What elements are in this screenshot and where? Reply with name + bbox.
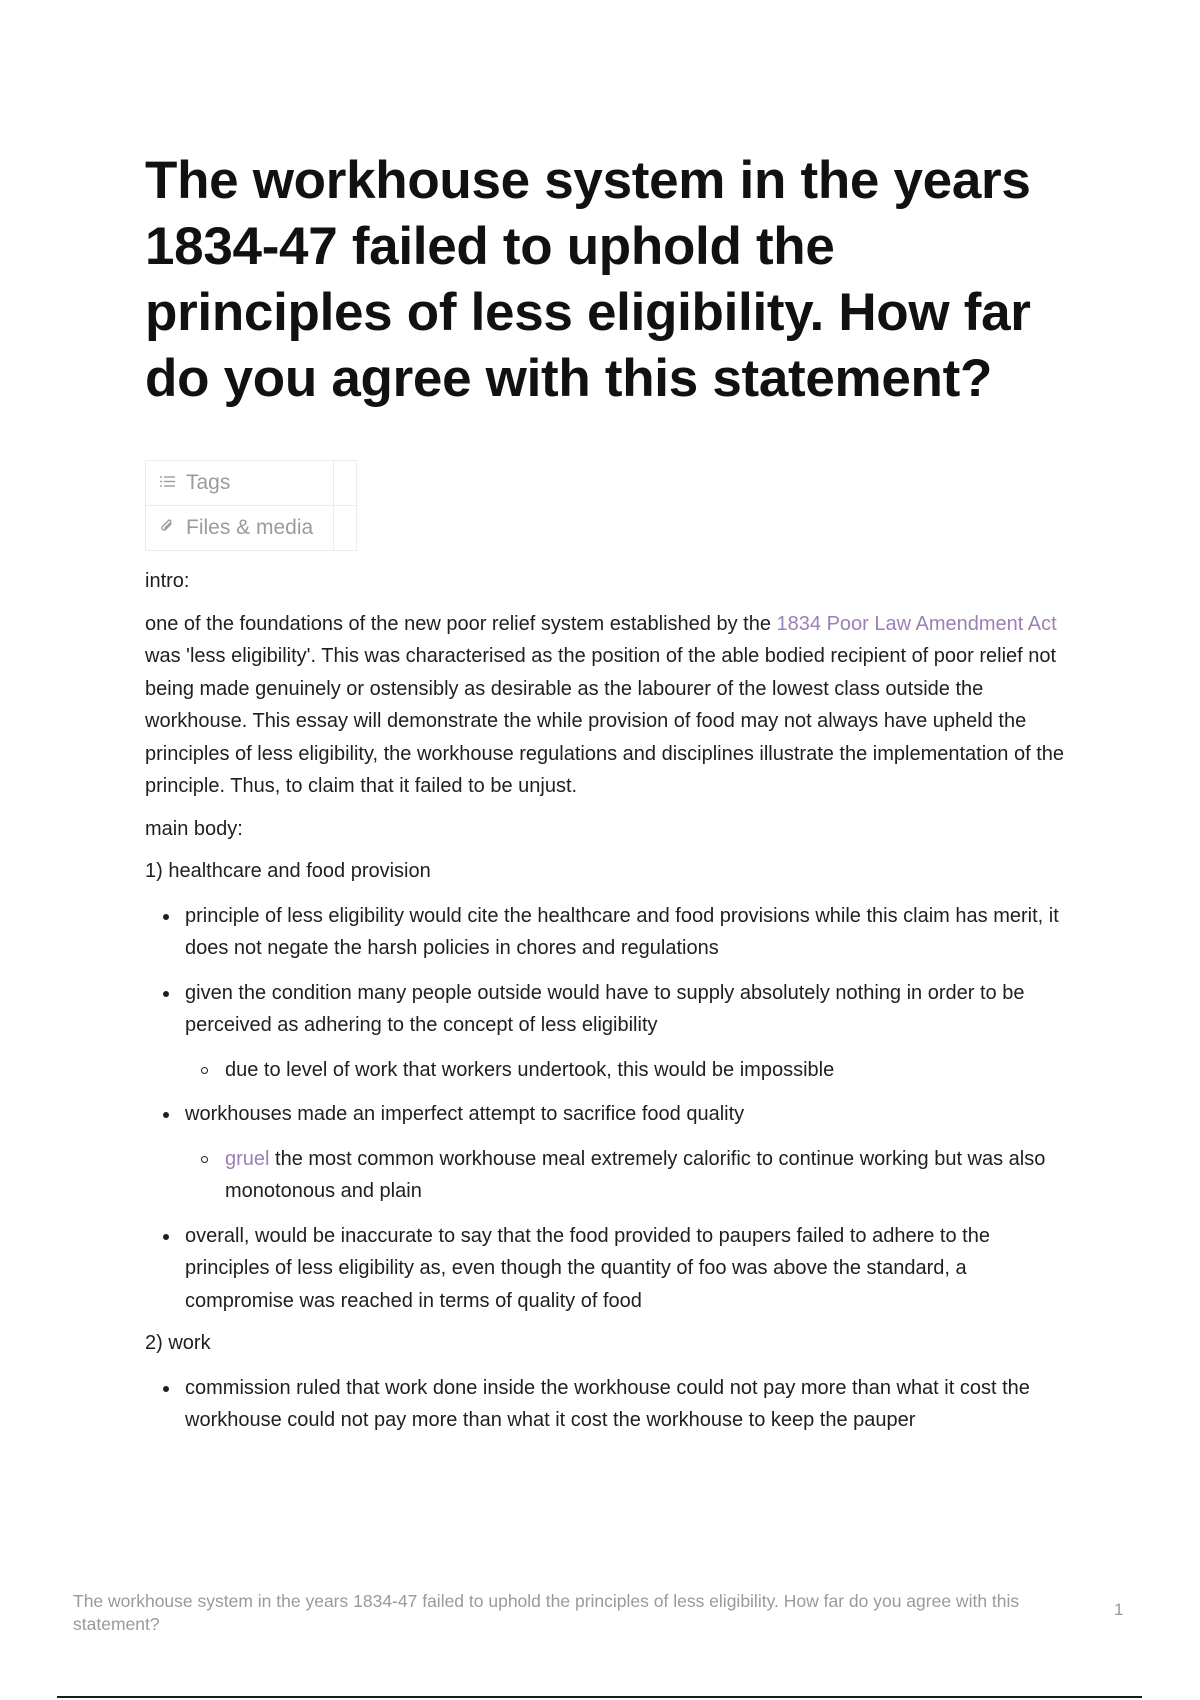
bullet-icon (163, 991, 169, 997)
main-body-label: main body: (145, 817, 243, 840)
sub-list-item-text: due to level of work that workers undertook, this would be impossible (225, 1058, 835, 1081)
sub-list (185, 1054, 1065, 1087)
page-bottom-divider (57, 1696, 1142, 1698)
list-item (145, 900, 1065, 965)
list-item (145, 977, 1065, 1087)
section-heading-work: 2) work (145, 1332, 211, 1354)
sub-list-item (185, 1143, 1065, 1208)
sub-list (185, 1143, 1065, 1208)
sub-list-item (185, 1054, 1065, 1087)
gruel-link[interactable]: gruel (225, 1147, 270, 1170)
section-heading-food: 1) healthcare and food provision (145, 860, 431, 882)
footer-title: The workhouse system in the years 1834-47 failed to uphold the principles of less eligibility. How far do you agree with this statement? (73, 1591, 1020, 1634)
property-tags[interactable] (146, 461, 356, 506)
list-item-text: workhouses made an imperfect attempt to sacrifice food quality (185, 1103, 745, 1125)
list-item-text: principle of less eligibility would cite the healthcare and food provisions while this claim has merit, it does not negate the harsh policies in chores and regulations (185, 904, 1059, 959)
page-footer (73, 1590, 1103, 1636)
intro-text-before-link: one of the foundations of the new poor relief system established by the (145, 612, 777, 635)
intro-text-after-link: was 'less eligibility'. This was characterised as the position of the able bodied recipient of poor relief not being made genuinely or ostensibly as desirable as the labourer of the lowest class outside the workhouse. This essay will demonstrate the while provision of food may not always have upheld the principles of less eligibility, the workhouse regulations and disciplines illustrate the implementation of the principle. Thus, to claim that it failed to be unjust. (145, 645, 1065, 797)
property-files-media[interactable] (146, 506, 356, 550)
section-work-list (145, 1372, 1065, 1437)
paperclip-icon (158, 518, 176, 538)
page-number: 1 (1114, 1600, 1124, 1619)
list-item-text: overall, would be inaccurate to say that the food provided to paupers failed to adhere to the principles of less eligibility as, even though the quantity of foo was above the standard, a compromise was reached in terms of quality of food (185, 1224, 990, 1312)
poor-law-amendment-act-link[interactable]: 1834 Poor Law Amendment Act (776, 612, 1057, 635)
sub-list-item-text: the most common workhouse meal extremely calorific to continue working but was also monotonous and plain (225, 1147, 1046, 1202)
list-item (145, 1098, 1065, 1208)
hollow-bullet-icon (201, 1067, 208, 1074)
property-label-tags: Tags (186, 471, 231, 494)
bullet-icon (163, 1386, 169, 1392)
bullet-icon (163, 914, 169, 920)
list-icon (158, 475, 176, 492)
properties-table (145, 460, 357, 551)
section-food-list (145, 900, 1065, 1318)
page-content (145, 148, 1065, 1437)
property-label-files-media: Files & media (186, 516, 314, 539)
list-item-text: commission ruled that work done inside the workhouse could not pay more than what it cost the workhouse could not pay more than what it cost the workhouse to keep the pauper (185, 1376, 1030, 1431)
hollow-bullet-icon (201, 1156, 208, 1163)
list-item (145, 1220, 1065, 1318)
intro-label: intro: (145, 570, 190, 592)
list-item (145, 1372, 1065, 1437)
bullet-icon (163, 1112, 169, 1118)
intro-paragraph (145, 608, 1065, 803)
bullet-icon (163, 1234, 169, 1240)
page-title: The workhouse system in the years 1834-47 failed to uphold the principles of less eligibility. How far do you agree with this statement? (145, 151, 1031, 408)
list-item-text: given the condition many people outside would have to supply absolutely nothing in order to be perceived as adhering to the concept of less eligibility (185, 981, 1025, 1036)
